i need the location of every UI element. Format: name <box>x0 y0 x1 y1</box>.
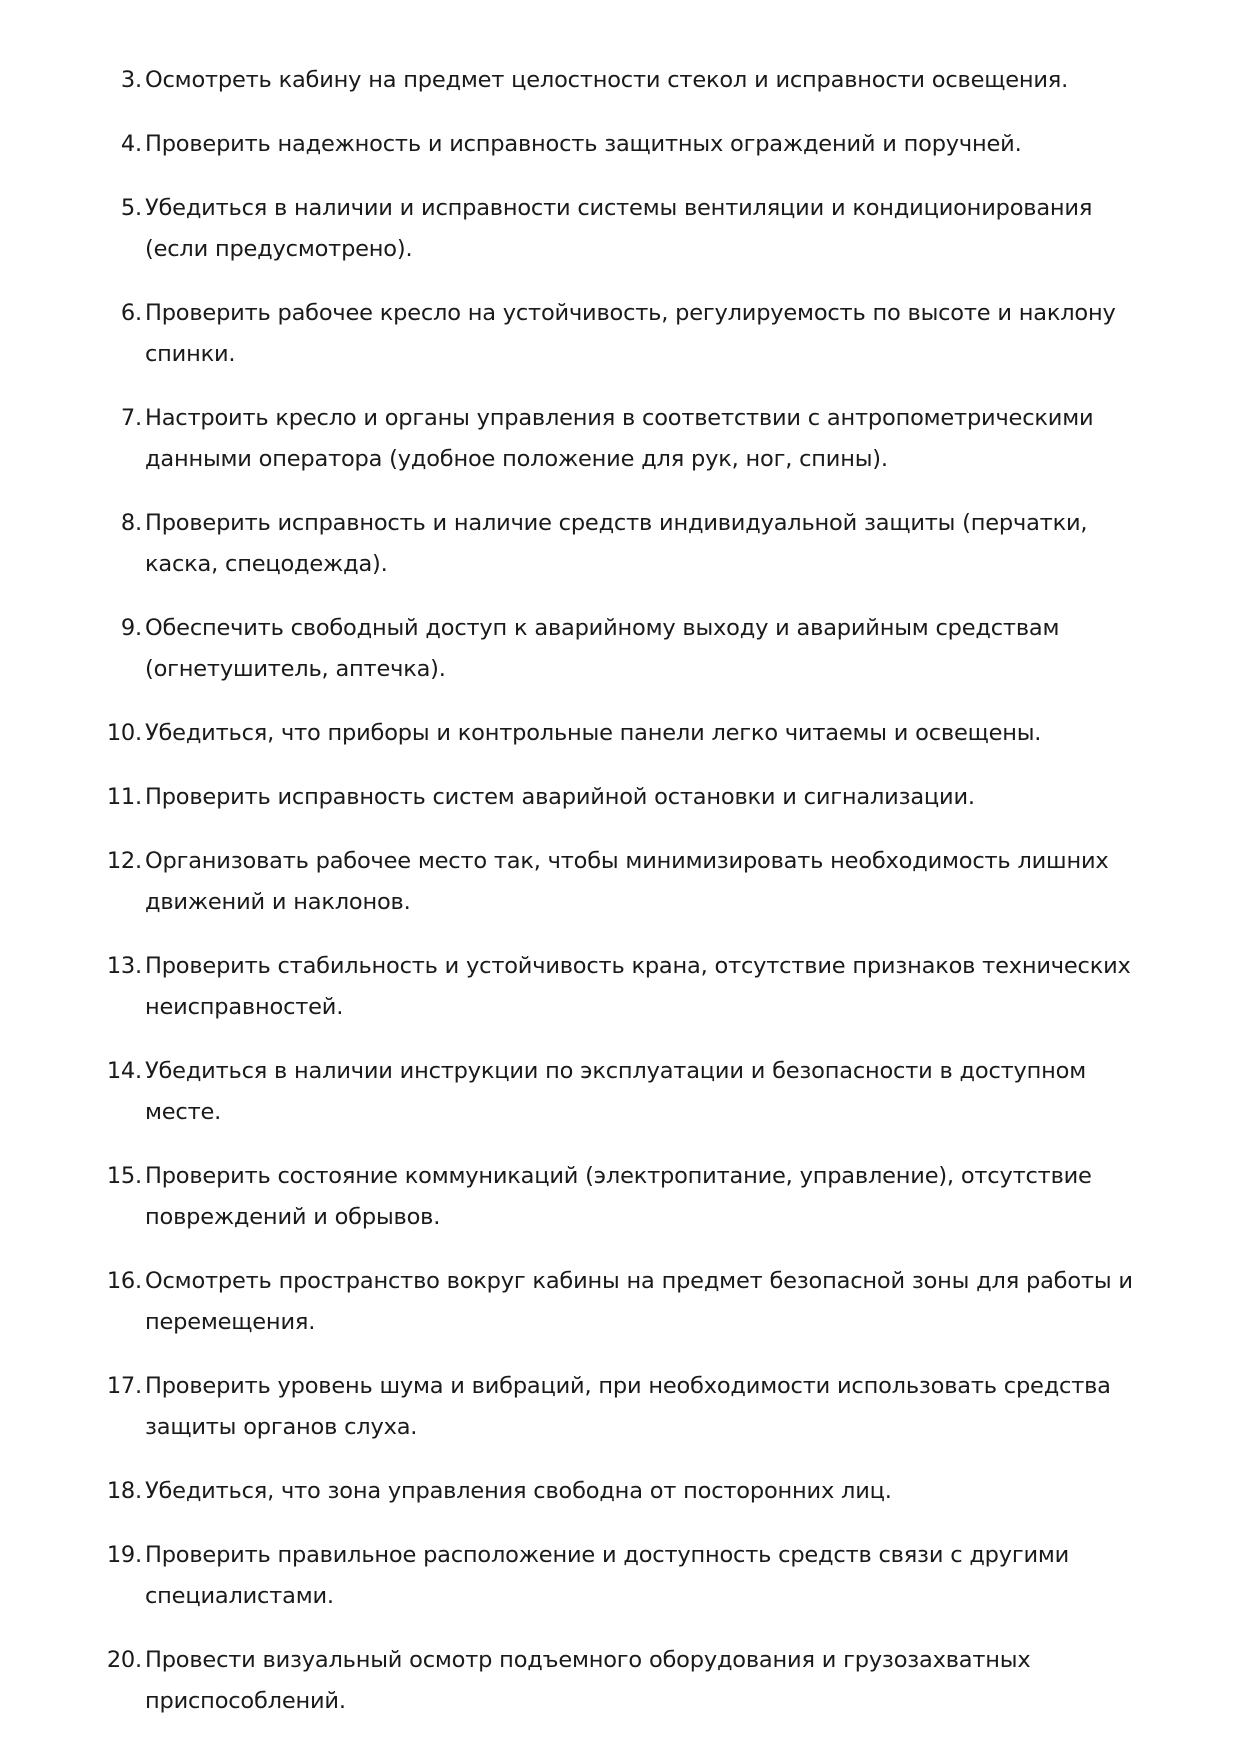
list-item <box>120 188 1145 270</box>
item-number: 7. <box>120 405 142 431</box>
item-number: 11. <box>106 784 142 810</box>
item-text: Убедиться в наличии инструкции по эксплуатации и безопасности в доступном месте. <box>145 1058 1087 1125</box>
checklist <box>106 60 1145 1745</box>
item-text: Обеспечить свободный доступ к аварийному выходу и аварийным средствам (огнетушитель, аптечка). <box>145 615 1060 682</box>
list-item <box>106 777 1145 818</box>
item-number: 14. <box>106 1058 142 1084</box>
item-text: Настроить кресло и органы управления в соответствии с антропометрическими данными оператора (удобное положение для рук, ног, спины). <box>145 405 1094 472</box>
list-item <box>106 1051 1145 1133</box>
list-item <box>120 503 1145 585</box>
item-number: 17. <box>106 1373 142 1399</box>
item-text: Осмотреть пространство вокруг кабины на предмет безопасной зоны для работы и перемещения. <box>145 1268 1133 1335</box>
list-item <box>106 1535 1145 1617</box>
item-text: Проверить стабильность и устойчивость крана, отсутствие признаков технических неисправностей. <box>145 953 1131 1020</box>
item-number: 19. <box>106 1542 142 1568</box>
list-item <box>106 1471 1145 1512</box>
item-text: Проверить надежность и исправность защитных ограждений и поручней. <box>145 131 1022 157</box>
item-number: 15. <box>106 1163 142 1189</box>
item-number: 9. <box>120 615 142 641</box>
item-number: 6. <box>120 300 142 326</box>
item-text: Провести визуальный осмотр подъемного оборудования и грузозахватных приспособлений. <box>145 1647 1031 1714</box>
item-text: Организовать рабочее место так, чтобы минимизировать необходимость лишних движений и наклонов. <box>145 848 1109 915</box>
list-item <box>106 946 1145 1028</box>
item-number: 20. <box>106 1647 142 1673</box>
list-item <box>106 1261 1145 1343</box>
item-number: 3. <box>120 67 142 93</box>
item-number: 5. <box>120 195 142 221</box>
item-number: 8. <box>120 510 142 536</box>
item-text: Осмотреть кабину на предмет целостности стекол и исправности освещения. <box>145 67 1069 93</box>
list-item <box>120 608 1145 690</box>
list-item <box>120 398 1145 480</box>
item-number: 10. <box>106 720 142 746</box>
item-text: Проверить состояние коммуникаций (электропитание, управление), отсутствие повреждений и обрывов. <box>145 1163 1092 1230</box>
item-number: 13. <box>106 953 142 979</box>
item-text: Проверить рабочее кресло на устойчивость, регулируемость по высоте и наклону спинки. <box>145 300 1116 367</box>
item-number: 12. <box>106 848 142 874</box>
list-item <box>120 60 1145 101</box>
item-number: 4. <box>120 131 142 157</box>
item-text: Проверить уровень шума и вибраций, при необходимости использовать средства защиты органов слуха. <box>145 1373 1111 1440</box>
item-number: 16. <box>106 1268 142 1294</box>
item-number: 18. <box>106 1478 142 1504</box>
list-item <box>106 1640 1145 1722</box>
item-text: Убедиться, что приборы и контрольные панели легко читаемы и освещены. <box>145 720 1042 746</box>
item-text: Проверить исправность систем аварийной остановки и сигнализации. <box>145 784 975 810</box>
list-item <box>106 1156 1145 1238</box>
list-item <box>120 293 1145 375</box>
list-item <box>120 124 1145 165</box>
item-text: Убедиться, что зона управления свободна от посторонних лиц. <box>145 1478 892 1504</box>
item-text: Проверить правильное расположение и доступность средств связи с другими специалистами. <box>145 1542 1070 1609</box>
list-item <box>106 1366 1145 1448</box>
list-item <box>106 841 1145 923</box>
item-text: Проверить исправность и наличие средств индивидуальной защиты (перчатки, каска, спецодежда). <box>145 510 1088 577</box>
item-text: Убедиться в наличии и исправности системы вентиляции и кондиционирования (если предусмотрено). <box>145 195 1093 262</box>
list-item <box>106 713 1145 754</box>
